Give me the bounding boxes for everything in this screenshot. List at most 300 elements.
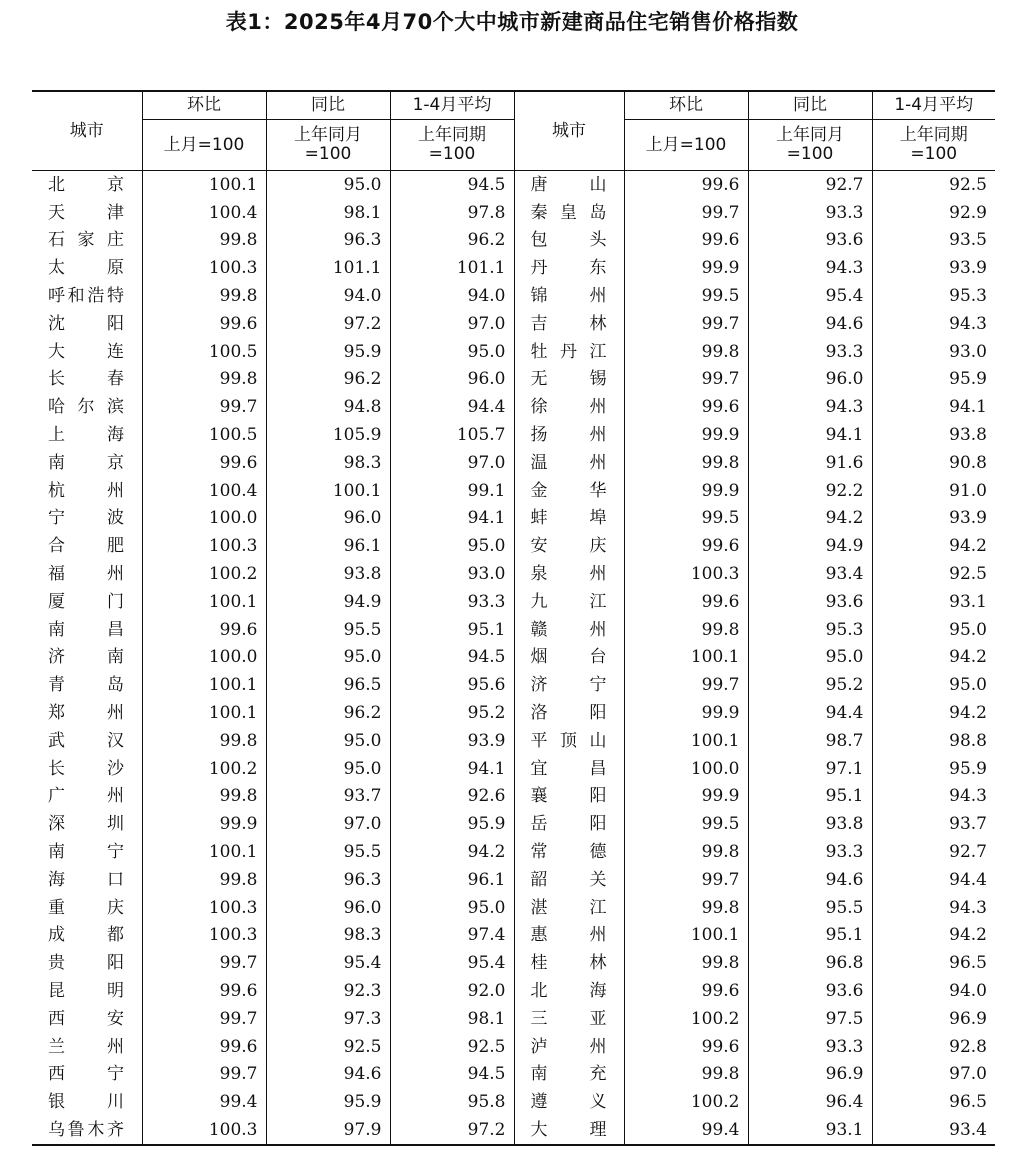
- avg-value-left-cell: 94.0: [390, 282, 514, 310]
- table-row: [32, 1005, 995, 1033]
- avg-value-right-cell: 94.2: [872, 699, 995, 727]
- mom-value-left-cell: 99.8: [142, 783, 266, 811]
- yoy-value-right-cell: 92.2: [748, 477, 872, 505]
- header-mom-left: 环比: [142, 91, 266, 120]
- city-name-right: 蚌 埠: [530, 508, 607, 529]
- mom-value-left-cell: 99.7: [142, 1005, 266, 1033]
- table-row: [32, 505, 995, 533]
- header-avg-base-left: [390, 120, 514, 171]
- header-yoy-base-line1: 上年同月: [776, 125, 844, 145]
- yoy-value-left-cell: 96.3: [266, 866, 390, 894]
- city-name-right-cell: [514, 1088, 624, 1116]
- mom-value-right-cell: 100.2: [624, 1088, 748, 1116]
- yoy-value-right-cell: 93.6: [748, 227, 872, 255]
- mom-value-right-cell: 100.1: [624, 644, 748, 672]
- city-name-left: 南 京: [48, 452, 124, 473]
- city-name-right-cell: [514, 199, 624, 227]
- city-name-right-cell: [514, 755, 624, 783]
- mom-value-right-cell: 99.7: [624, 366, 748, 394]
- yoy-value-left-cell: 95.0: [266, 644, 390, 672]
- yoy-value-left-cell: 93.8: [266, 560, 390, 588]
- city-name-left: 海 口: [48, 869, 124, 890]
- mom-value-right-cell: 99.9: [624, 477, 748, 505]
- city-name-right: 烟 台: [530, 647, 607, 668]
- yoy-value-left-cell: 101.1: [266, 254, 390, 282]
- yoy-value-left-cell: 105.9: [266, 421, 390, 449]
- city-name-right-cell: [514, 532, 624, 560]
- city-name-right: 韶 关: [530, 869, 607, 890]
- city-name-right: 牡 丹 江: [530, 341, 607, 362]
- city-name-left-cell: [32, 838, 142, 866]
- mom-value-left-cell: 100.5: [142, 338, 266, 366]
- table-row: [32, 727, 995, 755]
- city-name-right: 锦 州: [530, 286, 607, 307]
- avg-value-left-cell: 99.1: [390, 477, 514, 505]
- mom-value-left-cell: 100.4: [142, 477, 266, 505]
- city-name-left-cell: [32, 949, 142, 977]
- table-row: [32, 616, 995, 644]
- yoy-value-left-cell: 95.5: [266, 616, 390, 644]
- city-name-right-cell: [514, 671, 624, 699]
- table-row: [32, 922, 995, 950]
- city-name-left-cell: [32, 171, 142, 199]
- city-name-right-cell: [514, 699, 624, 727]
- city-name-right-cell: [514, 644, 624, 672]
- city-name-right: 金 华: [530, 480, 607, 501]
- table-row: [32, 199, 995, 227]
- city-name-right-cell: [514, 393, 624, 421]
- avg-value-right-cell: 96.5: [872, 1088, 995, 1116]
- yoy-value-right-cell: 93.3: [748, 1033, 872, 1061]
- mom-value-right-cell: 99.8: [624, 838, 748, 866]
- yoy-value-right-cell: 97.1: [748, 755, 872, 783]
- city-name-left-cell: [32, 282, 142, 310]
- table-row: [32, 338, 995, 366]
- avg-value-left-cell: 101.1: [390, 254, 514, 282]
- avg-value-right-cell: 91.0: [872, 477, 995, 505]
- city-name-right: 桂 林: [530, 953, 607, 974]
- mom-value-left-cell: 100.1: [142, 588, 266, 616]
- mom-value-right-cell: 99.5: [624, 282, 748, 310]
- avg-value-right-cell: 92.5: [872, 560, 995, 588]
- yoy-value-left-cell: 95.9: [266, 1088, 390, 1116]
- yoy-value-right-cell: 93.3: [748, 338, 872, 366]
- yoy-value-right-cell: 96.4: [748, 1088, 872, 1116]
- city-name-right-cell: [514, 338, 624, 366]
- mom-value-left-cell: 100.1: [142, 171, 266, 199]
- city-name-left: 宁 波: [48, 508, 124, 529]
- yoy-value-left-cell: 98.3: [266, 922, 390, 950]
- avg-value-left-cell: 96.2: [390, 227, 514, 255]
- mom-value-left-cell: 100.3: [142, 922, 266, 950]
- avg-value-right-cell: 92.5: [872, 171, 995, 199]
- city-name-left: 重 庆: [48, 897, 124, 918]
- city-name-left-cell: [32, 421, 142, 449]
- header-avg-base-line1: 上年同期: [418, 125, 486, 145]
- avg-value-left-cell: 96.0: [390, 366, 514, 394]
- mom-value-right-cell: 99.5: [624, 810, 748, 838]
- yoy-value-left-cell: 95.0: [266, 755, 390, 783]
- city-name-left-cell: [32, 755, 142, 783]
- mom-value-left-cell: 99.7: [142, 949, 266, 977]
- yoy-value-right-cell: 94.3: [748, 254, 872, 282]
- city-name-right-cell: [514, 171, 624, 199]
- header-mom-base-left: 上月=100: [142, 120, 266, 171]
- avg-value-left-cell: 95.9: [390, 810, 514, 838]
- mom-value-right-cell: 100.0: [624, 755, 748, 783]
- avg-value-right-cell: 95.0: [872, 671, 995, 699]
- city-name-right-cell: [514, 949, 624, 977]
- avg-value-left-cell: 97.0: [390, 449, 514, 477]
- yoy-value-right-cell: 96.9: [748, 1061, 872, 1089]
- city-name-right: 泉 州: [530, 564, 607, 585]
- table-row: [32, 1061, 995, 1089]
- table-row: [32, 1088, 995, 1116]
- yoy-value-left-cell: 96.3: [266, 227, 390, 255]
- city-name-right-cell: [514, 838, 624, 866]
- avg-value-right-cell: 93.9: [872, 254, 995, 282]
- avg-value-right-cell: 92.8: [872, 1033, 995, 1061]
- avg-value-left-cell: 93.9: [390, 727, 514, 755]
- avg-value-right-cell: 94.2: [872, 532, 995, 560]
- table-row: [32, 1116, 995, 1145]
- table-row: [32, 532, 995, 560]
- yoy-value-left-cell: 96.2: [266, 366, 390, 394]
- table-row: [32, 977, 995, 1005]
- yoy-value-right-cell: 95.1: [748, 783, 872, 811]
- avg-value-left-cell: 92.0: [390, 977, 514, 1005]
- city-name-left: 杭 州: [48, 480, 124, 501]
- city-name-left-cell: [32, 727, 142, 755]
- city-name-left-cell: [32, 227, 142, 255]
- avg-value-right-cell: 94.2: [872, 922, 995, 950]
- city-name-left: 南 昌: [48, 619, 124, 640]
- header-yoy-right: 同比: [748, 91, 872, 120]
- yoy-value-right-cell: 93.6: [748, 588, 872, 616]
- city-name-right-cell: [514, 310, 624, 338]
- city-name-right: 三 亚: [530, 1008, 607, 1029]
- avg-value-left-cell: 98.1: [390, 1005, 514, 1033]
- city-name-right: 扬 州: [530, 425, 607, 446]
- mom-value-right-cell: 99.8: [624, 338, 748, 366]
- city-name-right: 惠 州: [530, 925, 607, 946]
- yoy-value-right-cell: 93.3: [748, 838, 872, 866]
- city-name-left: 武 汉: [48, 730, 124, 751]
- table-row: [32, 254, 995, 282]
- city-name-right: 济 宁: [530, 675, 607, 696]
- avg-value-right-cell: 94.0: [872, 977, 995, 1005]
- city-name-left: 哈 尔 滨: [48, 397, 124, 418]
- yoy-value-left-cell: 96.2: [266, 699, 390, 727]
- city-name-right: 唐 山: [530, 174, 607, 195]
- avg-value-left-cell: 94.2: [390, 838, 514, 866]
- mom-value-left-cell: 100.2: [142, 755, 266, 783]
- header-yoy-base-left: [266, 120, 390, 171]
- city-name-right-cell: [514, 616, 624, 644]
- mom-value-left-cell: 99.8: [142, 727, 266, 755]
- price-index-table: [32, 90, 995, 1146]
- yoy-value-left-cell: 96.1: [266, 532, 390, 560]
- yoy-value-left-cell: 94.0: [266, 282, 390, 310]
- table-row: [32, 227, 995, 255]
- city-name-left-cell: [32, 1005, 142, 1033]
- header-avg-base-right: [872, 120, 995, 171]
- city-name-left: 合 肥: [48, 536, 124, 557]
- city-name-right: 包 头: [530, 230, 607, 251]
- table-row: [32, 783, 995, 811]
- city-name-left: 兰 州: [48, 1036, 124, 1057]
- city-name-right: 九 江: [530, 591, 607, 612]
- city-name-right: 无 锡: [530, 369, 607, 390]
- table-row: [32, 588, 995, 616]
- yoy-value-right-cell: 93.3: [748, 199, 872, 227]
- mom-value-left-cell: 99.6: [142, 1033, 266, 1061]
- mom-value-left-cell: 99.8: [142, 227, 266, 255]
- yoy-value-right-cell: 94.6: [748, 866, 872, 894]
- city-name-left-cell: [32, 560, 142, 588]
- header-avg-right: 1-4月平均: [872, 91, 995, 120]
- city-name-right-cell: [514, 366, 624, 394]
- table-row: [32, 810, 995, 838]
- avg-value-right-cell: 96.5: [872, 949, 995, 977]
- header-yoy-base-line2: =100: [786, 144, 834, 164]
- mom-value-left-cell: 100.3: [142, 532, 266, 560]
- yoy-value-right-cell: 94.2: [748, 505, 872, 533]
- city-name-left: 西 宁: [48, 1064, 124, 1085]
- city-name-left-cell: [32, 449, 142, 477]
- yoy-value-right-cell: 93.6: [748, 977, 872, 1005]
- table-row: [32, 171, 995, 199]
- city-name-right: 洛 阳: [530, 703, 607, 724]
- city-name-left-cell: [32, 532, 142, 560]
- table-row: [32, 477, 995, 505]
- avg-value-right-cell: 95.0: [872, 616, 995, 644]
- city-name-right-cell: [514, 449, 624, 477]
- table-row: [32, 644, 995, 672]
- mom-value-left-cell: 100.0: [142, 644, 266, 672]
- mom-value-left-cell: 99.6: [142, 977, 266, 1005]
- avg-value-left-cell: 95.4: [390, 949, 514, 977]
- yoy-value-right-cell: 93.4: [748, 560, 872, 588]
- mom-value-left-cell: 100.0: [142, 505, 266, 533]
- yoy-value-right-cell: 95.2: [748, 671, 872, 699]
- yoy-value-right-cell: 97.5: [748, 1005, 872, 1033]
- yoy-value-right-cell: 94.9: [748, 532, 872, 560]
- mom-value-right-cell: 100.1: [624, 727, 748, 755]
- city-name-left: 乌鲁木齐: [48, 1119, 124, 1140]
- city-name-left: 呼和浩特: [48, 286, 124, 307]
- avg-value-right-cell: 93.4: [872, 1116, 995, 1145]
- city-name-left-cell: [32, 338, 142, 366]
- avg-value-left-cell: 97.0: [390, 310, 514, 338]
- mom-value-left-cell: 99.7: [142, 1061, 266, 1089]
- header-avg-base-line2: =100: [910, 144, 958, 164]
- city-name-left: 沈 阳: [48, 313, 124, 334]
- avg-value-left-cell: 105.7: [390, 421, 514, 449]
- avg-value-left-cell: 93.0: [390, 560, 514, 588]
- mom-value-left-cell: 100.1: [142, 838, 266, 866]
- city-name-left-cell: [32, 866, 142, 894]
- mom-value-right-cell: 99.4: [624, 1116, 748, 1145]
- table-row: [32, 894, 995, 922]
- avg-value-right-cell: 93.9: [872, 505, 995, 533]
- table-row: [32, 866, 995, 894]
- mom-value-right-cell: 99.9: [624, 699, 748, 727]
- city-name-right-cell: [514, 282, 624, 310]
- header-yoy-left: 同比: [266, 91, 390, 120]
- city-name-left-cell: [32, 366, 142, 394]
- avg-value-right-cell: 96.9: [872, 1005, 995, 1033]
- avg-value-right-cell: 90.8: [872, 449, 995, 477]
- table-row: [32, 393, 995, 421]
- avg-value-left-cell: 96.1: [390, 866, 514, 894]
- mom-value-left-cell: 99.6: [142, 310, 266, 338]
- city-name-right-cell: [514, 588, 624, 616]
- mom-value-left-cell: 100.5: [142, 421, 266, 449]
- header-yoy-base-line2: =100: [304, 144, 352, 164]
- city-name-left-cell: [32, 393, 142, 421]
- city-name-left: 太 原: [48, 258, 124, 279]
- header-avg-base-line2: =100: [428, 144, 476, 164]
- mom-value-right-cell: 99.7: [624, 310, 748, 338]
- mom-value-left-cell: 99.9: [142, 810, 266, 838]
- yoy-value-right-cell: 95.5: [748, 894, 872, 922]
- city-name-left-cell: [32, 894, 142, 922]
- mom-value-left-cell: 99.4: [142, 1088, 266, 1116]
- mom-value-right-cell: 99.8: [624, 616, 748, 644]
- city-name-left-cell: [32, 671, 142, 699]
- avg-value-left-cell: 95.1: [390, 616, 514, 644]
- yoy-value-right-cell: 96.8: [748, 949, 872, 977]
- city-name-right-cell: [514, 783, 624, 811]
- mom-value-right-cell: 99.9: [624, 254, 748, 282]
- mom-value-right-cell: 99.6: [624, 171, 748, 199]
- yoy-value-left-cell: 98.3: [266, 449, 390, 477]
- city-name-right: 赣 州: [530, 619, 607, 640]
- yoy-value-left-cell: 94.8: [266, 393, 390, 421]
- city-name-right: 秦 皇 岛: [530, 202, 607, 223]
- city-name-left: 广 州: [48, 786, 124, 807]
- avg-value-left-cell: 97.2: [390, 1116, 514, 1145]
- city-name-right: 平 顶 山: [530, 730, 607, 751]
- city-name-left: 天 津: [48, 202, 124, 223]
- mom-value-left-cell: 99.7: [142, 393, 266, 421]
- yoy-value-right-cell: 98.7: [748, 727, 872, 755]
- city-name-left: 贵 阳: [48, 953, 124, 974]
- city-name-right: 丹 东: [530, 258, 607, 279]
- header-row-2: [32, 120, 995, 171]
- table-row: [32, 449, 995, 477]
- mom-value-right-cell: 99.9: [624, 783, 748, 811]
- avg-value-right-cell: 93.0: [872, 338, 995, 366]
- yoy-value-left-cell: 94.6: [266, 1061, 390, 1089]
- mom-value-right-cell: 99.6: [624, 1033, 748, 1061]
- city-name-right: 徐 州: [530, 397, 607, 418]
- city-name-left: 石 家 庄: [48, 230, 124, 251]
- table-row: [32, 421, 995, 449]
- city-name-right-cell: [514, 866, 624, 894]
- avg-value-right-cell: 94.4: [872, 866, 995, 894]
- avg-value-right-cell: 94.3: [872, 894, 995, 922]
- yoy-value-left-cell: 94.9: [266, 588, 390, 616]
- mom-value-right-cell: 99.6: [624, 588, 748, 616]
- city-name-left-cell: [32, 477, 142, 505]
- city-name-left: 西 安: [48, 1008, 124, 1029]
- table-row: [32, 671, 995, 699]
- avg-value-right-cell: 94.3: [872, 310, 995, 338]
- avg-value-right-cell: 93.5: [872, 227, 995, 255]
- table-body: [32, 171, 995, 1145]
- avg-value-right-cell: 98.8: [872, 727, 995, 755]
- yoy-value-left-cell: 95.0: [266, 171, 390, 199]
- yoy-value-right-cell: 95.3: [748, 616, 872, 644]
- avg-value-right-cell: 95.3: [872, 282, 995, 310]
- yoy-value-right-cell: 96.0: [748, 366, 872, 394]
- table-row: [32, 838, 995, 866]
- yoy-value-left-cell: 97.3: [266, 1005, 390, 1033]
- city-name-right-cell: [514, 977, 624, 1005]
- header-avg-base-line1: 上年同期: [899, 125, 968, 145]
- city-name-left-cell: [32, 644, 142, 672]
- avg-value-right-cell: 93.7: [872, 810, 995, 838]
- city-name-right-cell: [514, 477, 624, 505]
- yoy-value-right-cell: 94.3: [748, 393, 872, 421]
- city-name-left-cell: [32, 922, 142, 950]
- city-name-left: 上 海: [48, 425, 124, 446]
- city-name-left: 福 州: [48, 564, 124, 585]
- avg-value-left-cell: 94.5: [390, 171, 514, 199]
- avg-value-right-cell: 92.7: [872, 838, 995, 866]
- avg-value-left-cell: 93.3: [390, 588, 514, 616]
- mom-value-left-cell: 99.6: [142, 449, 266, 477]
- city-name-right: 遵 义: [530, 1092, 607, 1113]
- avg-value-left-cell: 94.5: [390, 644, 514, 672]
- city-name-right-cell: [514, 1061, 624, 1089]
- city-name-left: 南 宁: [48, 842, 124, 863]
- city-name-right: 南 充: [530, 1064, 607, 1085]
- mom-value-right-cell: 99.9: [624, 421, 748, 449]
- header-city-left: 城市: [32, 91, 142, 171]
- mom-value-left-cell: 100.3: [142, 254, 266, 282]
- mom-value-left-cell: 100.3: [142, 894, 266, 922]
- city-name-left: 长 沙: [48, 758, 124, 779]
- city-name-right: 温 州: [530, 452, 607, 473]
- city-name-right-cell: [514, 894, 624, 922]
- avg-value-left-cell: 95.0: [390, 532, 514, 560]
- yoy-value-left-cell: 95.9: [266, 338, 390, 366]
- avg-value-right-cell: 94.2: [872, 644, 995, 672]
- city-name-left-cell: [32, 1033, 142, 1061]
- mom-value-left-cell: 100.3: [142, 1116, 266, 1145]
- city-name-left: 成 都: [48, 925, 124, 946]
- city-name-right: 常 德: [530, 842, 607, 863]
- mom-value-right-cell: 99.8: [624, 894, 748, 922]
- yoy-value-left-cell: 93.7: [266, 783, 390, 811]
- yoy-value-right-cell: 93.8: [748, 810, 872, 838]
- city-name-right: 吉 林: [530, 313, 607, 334]
- city-name-right-cell: [514, 727, 624, 755]
- city-name-left-cell: [32, 1061, 142, 1089]
- mom-value-right-cell: 99.5: [624, 505, 748, 533]
- yoy-value-right-cell: 92.7: [748, 171, 872, 199]
- avg-value-right-cell: 97.0: [872, 1061, 995, 1089]
- avg-value-right-cell: 95.9: [872, 366, 995, 394]
- city-name-left: 长 春: [48, 369, 124, 390]
- city-name-left: 厦 门: [48, 591, 124, 612]
- avg-value-right-cell: 93.1: [872, 588, 995, 616]
- mom-value-right-cell: 99.6: [624, 393, 748, 421]
- avg-value-left-cell: 95.0: [390, 338, 514, 366]
